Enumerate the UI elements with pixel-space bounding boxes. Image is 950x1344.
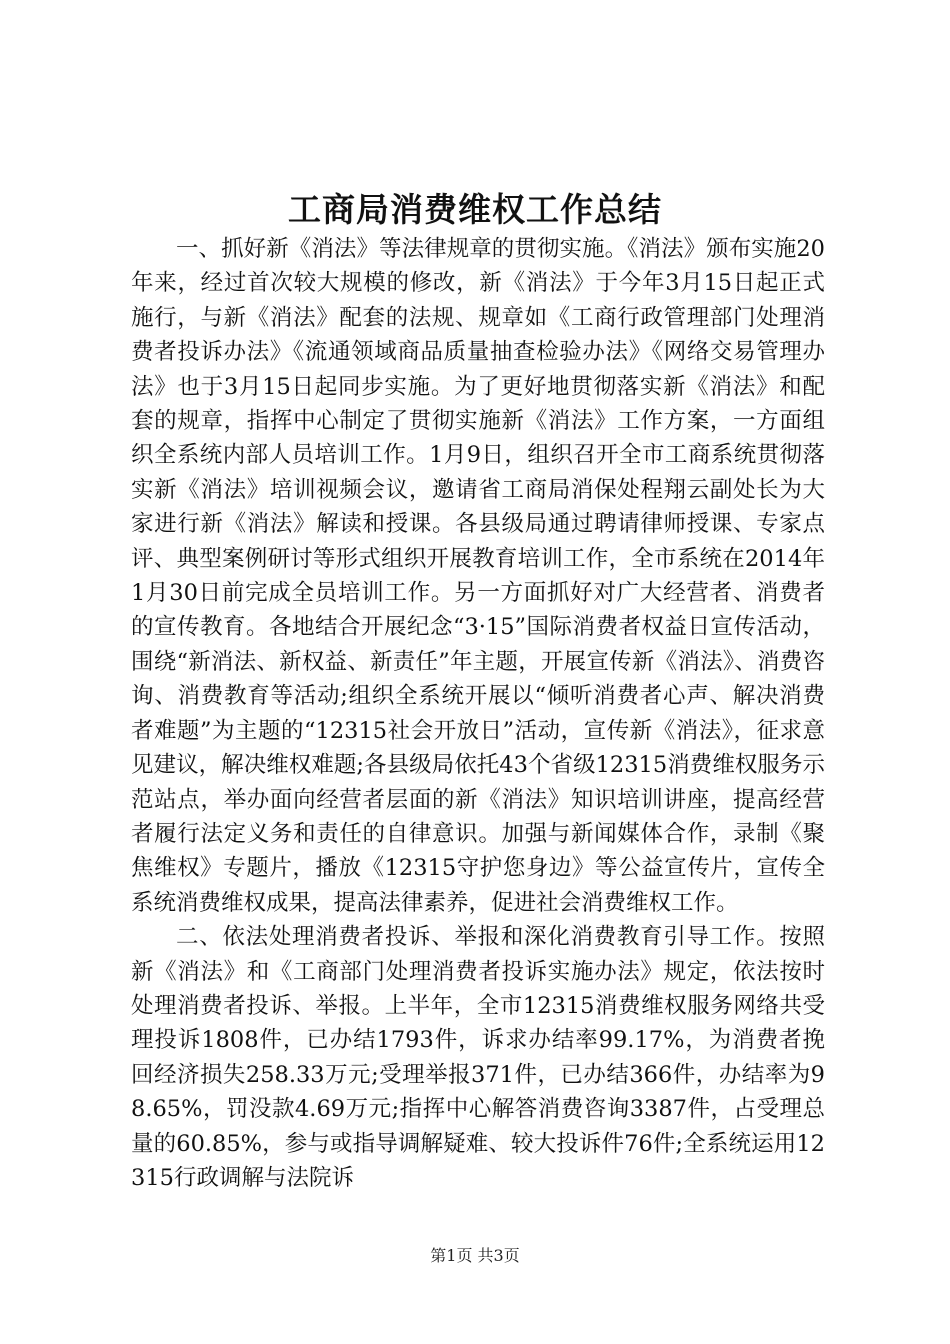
document-body	[131, 232, 825, 1195]
document-title: 工商局消费维权工作总结	[288, 190, 662, 229]
page-footer: 第1页 共3页	[430, 1246, 520, 1265]
paragraph-2: 二、依法处理消费者投诉、举报和深化消费教育引导工作。按照新《消法》和《工商部门处理消费者投诉实施办法》规定，依法按时处理消费者投诉、举报。上半年，全市12315消费维权服务网络共受理投诉1808件，已办结1793件，诉求办结率99.17%，为消费者挽回经济损失258.33万元;受理举报371件，已办结366件，办结率为98.65%，罚没款4.69万元;指挥中心解答消费咨询3387件，占受理总量的60.85%，参与或指导调解疑难、较大投诉件76件;全系统运用12315行政调解与法院诉	[131, 924, 825, 1191]
paragraph-1: 一、抓好新《消法》等法律规章的贯彻实施。《消法》颁布实施20年来，经过首次较大规模的修改，新《消法》于今年3月15日起正式施行，与新《消法》配套的法规、规章如《工商行政管理部门处理消费者投诉办法》《流通领域商品质量抽查检验办法》《网络交易管理办法》也于3月15日起同步实施。为了更好地贯彻落实新《消法》和配套的规章，指挥中心制定了贯彻实施新《消法》工作方案，一方面组织全系统内部人员培训工作。1月9日，组织召开全市工商系统贯彻落实新《消法》培训视频会议，邀请省工商局消保处程翔云副处长为大家进行新《消法》解读和授课。各县级局通过聘请律师授课、专家点评、典型案例研讨等形式组织开展教育培训工作，全市系统在2014年1月30日前完成全员培训工作。另一方面抓好对广大经营者、消费者的宣传教育。各地结合开展纪念“3·15”国际消费者权益日宣传活动，围绕“新消法、新权益、新责任”年主题，开展宣传新《消法》、消费咨询、消费教育等活动;组织全系统开展以“倾听消费者心声、解决消费者难题”为主题的“12315社会开放日”活动，宣传新《消法》，征求意见建议，解决维权难题;各县级局依托43个省级12315消费维权服务示范站点，举办面向经营者层面的新《消法》知识培训讲座，提高经营者履行法定义务和责任的自律意识。加强与新闻媒体合作，录制《聚焦维权》专题片，播放《12315守护您身边》等公益宣传片，宣传全系统消费维权成果，提高法律素养，促进社会消费维权工作。	[131, 236, 825, 916]
